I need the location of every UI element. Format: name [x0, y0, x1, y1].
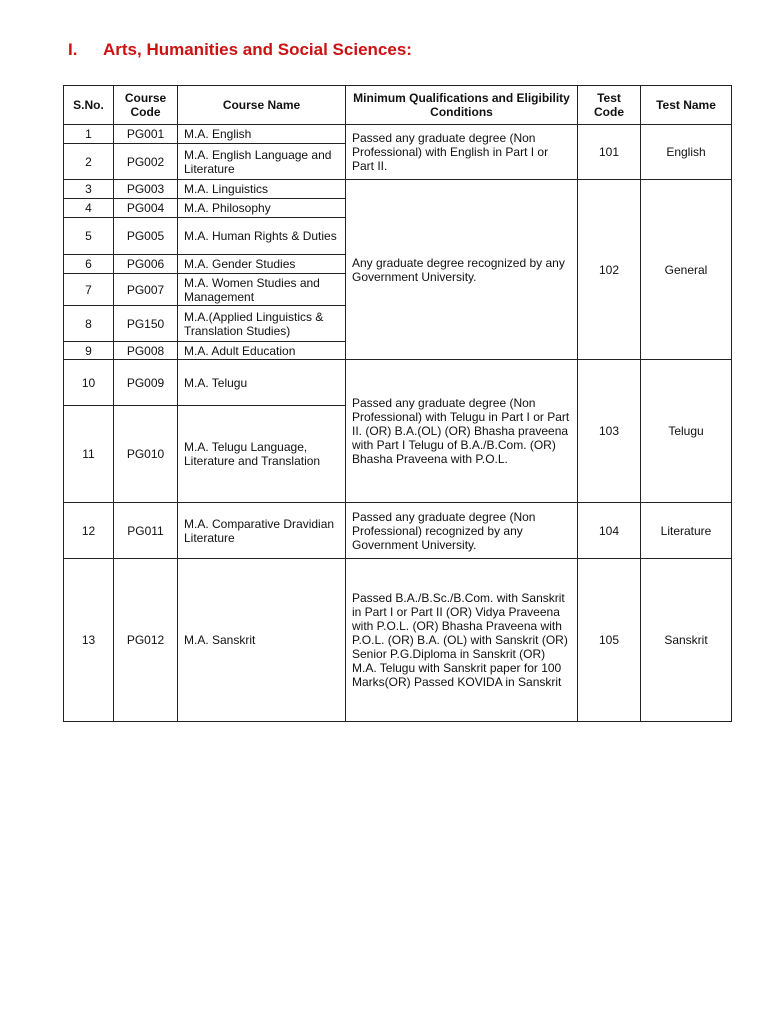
- cell-sno: 11: [64, 406, 114, 503]
- cell-qualification: Passed any graduate degree (Non Professional) with Telugu in Part I or Part II. (OR) B.A.(OL) (OR) Bhasha praveena with Part I Telugu of B.A./B.Com. (OR) Bhasha Praveena with P.O.L.: [346, 360, 578, 503]
- cell-test-name: Literature: [641, 503, 732, 559]
- cell-sno: 3: [64, 180, 114, 199]
- cell-course-name: M.A. Linguistics: [178, 180, 346, 199]
- cell-test-name: English: [641, 125, 732, 180]
- cell-sno: 6: [64, 255, 114, 274]
- cell-test-name: Telugu: [641, 360, 732, 503]
- cell-sno: 8: [64, 306, 114, 342]
- cell-course-name: M.A. Sanskrit: [178, 559, 346, 722]
- cell-sno: 4: [64, 199, 114, 218]
- cell-course-code: PG001: [114, 125, 178, 144]
- cell-test-code: 102: [578, 180, 641, 360]
- cell-sno: 13: [64, 559, 114, 722]
- cell-course-name: M.A. Adult Education: [178, 342, 346, 360]
- section-number: I.: [68, 40, 78, 59]
- cell-course-name: M.A. Comparative Dravidian Literature: [178, 503, 346, 559]
- cell-sno: 1: [64, 125, 114, 144]
- cell-course-code: PG002: [114, 144, 178, 180]
- cell-qualification: Any graduate degree recognized by any Government University.: [346, 180, 578, 360]
- cell-course-name: M.A. Human Rights & Duties: [178, 218, 346, 255]
- cell-course-name: M.A. Philosophy: [178, 199, 346, 218]
- header-qualifications: Minimum Qualifications and Eligibility Conditions: [346, 86, 578, 125]
- table-row: [64, 360, 732, 406]
- cell-course-code: PG009: [114, 360, 178, 406]
- cell-test-code: 105: [578, 559, 641, 722]
- header-course-code: Course Code: [114, 86, 178, 125]
- cell-qualification: Passed B.A./B.Sc./B.Com. with Sanskrit in Part I or Part II (OR) Vidya Praveena with P.O.L. (OR) Bhasha Praveena with P.O.L. (OR) B.A. (OL) with Sanskrit (OR) Senior P.G.Diploma in Sanskrit (OR) M.A. Telugu with Sanskrit paper for 100 Marks(OR) Passed KOVIDA in Sanskrit: [346, 559, 578, 722]
- table-row: [64, 503, 732, 559]
- cell-test-name: General: [641, 180, 732, 360]
- cell-course-name: M.A. Telugu: [178, 360, 346, 406]
- cell-qualification: Passed any graduate degree (Non Professional) recognized by any Government University.: [346, 503, 578, 559]
- header-row: [64, 86, 732, 125]
- cell-test-name: Sanskrit: [641, 559, 732, 722]
- cell-sno: 9: [64, 342, 114, 360]
- cell-sno: 7: [64, 274, 114, 306]
- cell-course-name: M.A. Gender Studies: [178, 255, 346, 274]
- cell-course-code: PG012: [114, 559, 178, 722]
- header-sno: S.No.: [64, 86, 114, 125]
- cell-course-code: PG007: [114, 274, 178, 306]
- cell-sno: 5: [64, 218, 114, 255]
- cell-test-code: 104: [578, 503, 641, 559]
- cell-course-name: M.A. Women Studies and Management: [178, 274, 346, 306]
- section-title: Arts, Humanities and Social Sciences:: [103, 40, 412, 59]
- table-row: [64, 559, 732, 722]
- cell-course-name: M.A. English: [178, 125, 346, 144]
- cell-test-code: 103: [578, 360, 641, 503]
- cell-course-code: PG150: [114, 306, 178, 342]
- cell-course-code: PG008: [114, 342, 178, 360]
- cell-test-code: 101: [578, 125, 641, 180]
- cell-course-name: M.A. English Language and Literature: [178, 144, 346, 180]
- cell-course-code: PG005: [114, 218, 178, 255]
- cell-course-code: PG004: [114, 199, 178, 218]
- cell-course-code: PG003: [114, 180, 178, 199]
- cell-course-code: PG011: [114, 503, 178, 559]
- header-course-name: Course Name: [178, 86, 346, 125]
- cell-course-code: PG010: [114, 406, 178, 503]
- cell-course-code: PG006: [114, 255, 178, 274]
- header-test-name: Test Name: [641, 86, 732, 125]
- cell-qualification: Passed any graduate degree (Non Professional) with English in Part I or Part II.: [346, 125, 578, 180]
- cell-sno: 10: [64, 360, 114, 406]
- cell-sno: 2: [64, 144, 114, 180]
- cell-sno: 12: [64, 503, 114, 559]
- header-test-code: Test Code: [578, 86, 641, 125]
- cell-course-name: M.A. Telugu Language, Literature and Translation: [178, 406, 346, 503]
- cell-course-name: M.A.(Applied Linguistics & Translation Studies): [178, 306, 346, 342]
- courses-table: [63, 85, 732, 722]
- table-row: [64, 180, 732, 199]
- table-row: [64, 125, 732, 144]
- section-heading: [68, 40, 412, 60]
